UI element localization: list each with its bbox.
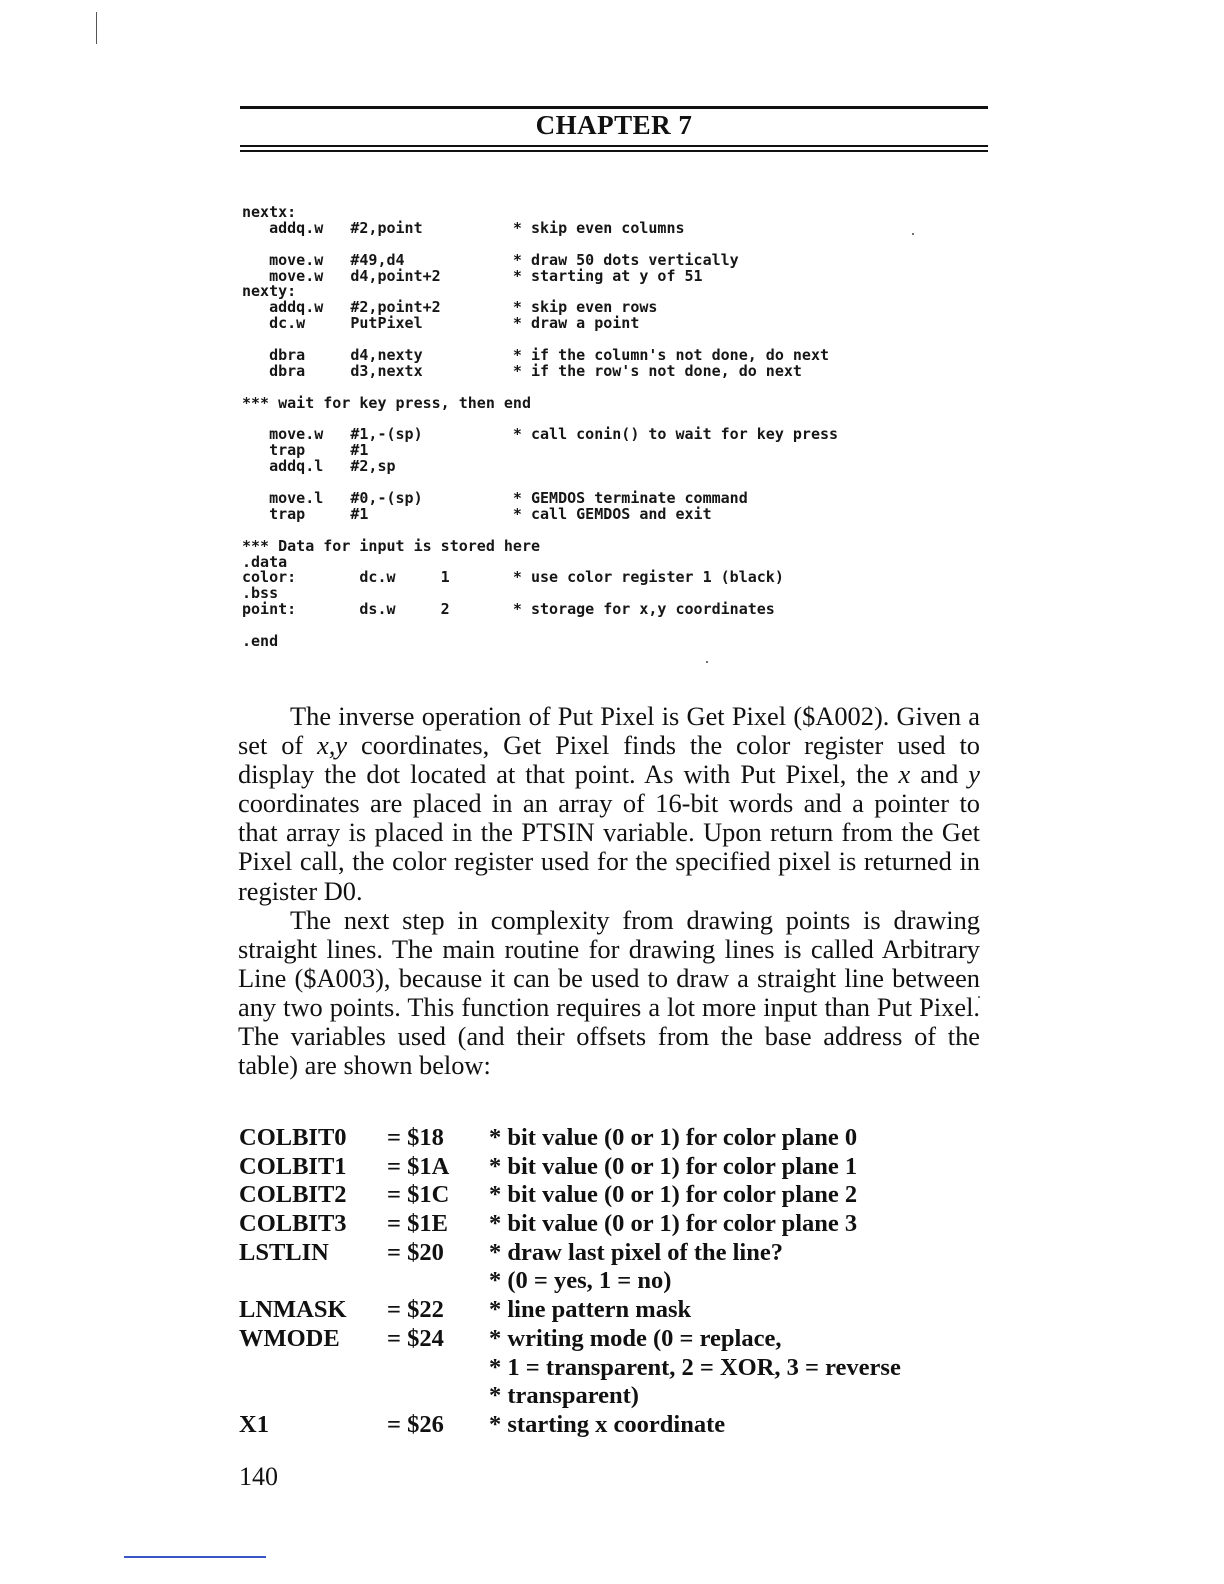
scan-speck — [912, 233, 914, 235]
code-line: addq.w #2,point+2 * skip even rows — [242, 298, 658, 317]
variable-comment: * (0 = yes, 1 = no) — [489, 1267, 672, 1295]
variable-row — [239, 1239, 979, 1268]
paragraph-get-pixel — [238, 702, 980, 906]
scan-edge-mark — [96, 12, 97, 44]
variable-name — [239, 1382, 387, 1411]
variable-comment: * writing mode (0 = replace, — [489, 1324, 782, 1352]
variable-comment: * 1 = transparent, 2 = XOR, 3 = reverse — [489, 1353, 901, 1381]
header-bottom-rule-2 — [240, 150, 988, 152]
code-line: move.w #49,d4 * draw 50 dots vertically — [242, 250, 739, 269]
variable-name: COLBIT0 — [239, 1124, 347, 1151]
variable-row — [239, 1124, 979, 1153]
text-run: coordinates, Get Pixel finds the color register used to display the dot located at that point. As with Put Pixel, the — [238, 730, 980, 790]
footer-link-underline — [124, 1556, 266, 1558]
code-line: point: ds.w 2 * storage for x,y coordinates — [242, 600, 775, 619]
variable-offset — [387, 1382, 489, 1411]
code-line: dc.w PutPixel * draw a point — [242, 314, 640, 333]
variable-offset — [387, 1267, 489, 1296]
variable-comment: * bit value (0 or 1) for color plane 3 — [489, 1210, 858, 1238]
variable-row — [239, 1382, 979, 1411]
code-line: .data — [242, 552, 288, 571]
variable-comment: * draw last pixel of the line? — [489, 1238, 783, 1266]
code-line: color: dc.w 1 * use color register 1 (black) — [242, 568, 784, 587]
variable-offset: = $24 — [387, 1324, 444, 1352]
variable-row — [239, 1181, 979, 1210]
variable-comment: * bit value (0 or 1) for color plane 0 — [489, 1124, 858, 1151]
variable-offset — [387, 1354, 489, 1383]
code-line: *** wait for key press, then end — [242, 393, 531, 412]
code-line: move.l #0,-(sp) * GEMDOS terminate command — [242, 489, 748, 508]
code-line: trap #1 — [242, 441, 369, 460]
code-line: trap #1 * call GEMDOS and exit — [242, 504, 712, 523]
variable-offset: = $18 — [387, 1124, 444, 1151]
code-line: addq.w #2,point * skip even columns — [242, 218, 685, 237]
variable-offset: = $1E — [387, 1210, 448, 1238]
code-listing — [242, 205, 972, 650]
variable-row — [239, 1296, 979, 1325]
variable-comment: * line pattern mask — [489, 1296, 692, 1324]
text-run: The inverse operation of Put Pixel is Get Pixel ($A002). Given a set of — [238, 701, 980, 761]
page-number: 140 — [239, 1462, 278, 1491]
code-line: nextx: — [242, 203, 297, 221]
code-line: addq.l #2,sp — [242, 457, 396, 476]
variable-row — [239, 1210, 979, 1239]
variable-table — [239, 1124, 979, 1440]
text-run: coordinates are placed in an array of 16-bit words and a pointer to that array is placed in the PTSIN variable. Upon return from the Get Pixel call, the color register used for the specified pixel is returned in register D0. — [238, 788, 980, 906]
variable-comment: * starting x coordinate — [489, 1410, 726, 1438]
header-top-rule — [240, 106, 988, 109]
code-line: nexty: — [242, 282, 297, 301]
code-line: dbra d4,nexty * if the column's not done, do next — [242, 346, 829, 365]
variable-offset: = $26 — [387, 1410, 444, 1438]
text-run: x,y — [317, 730, 348, 761]
text-run: y — [968, 759, 980, 790]
text-run: and — [910, 759, 969, 790]
variable-row — [239, 1325, 979, 1354]
variable-comment: * bit value (0 or 1) for color plane 2 — [489, 1181, 858, 1209]
header-bottom-rule-1 — [240, 145, 988, 147]
variable-name: X1 — [239, 1410, 269, 1438]
variable-name: LSTLIN — [239, 1238, 329, 1266]
variable-name: COLBIT2 — [239, 1181, 347, 1209]
variable-offset: = $1C — [387, 1181, 450, 1209]
variable-row — [239, 1267, 979, 1296]
variable-offset: = $22 — [387, 1296, 444, 1324]
variable-name — [239, 1267, 387, 1296]
code-line: move.w d4,point+2 * starting at y of 51 — [242, 266, 703, 285]
variable-name: WMODE — [239, 1324, 340, 1352]
scan-speck — [706, 661, 708, 663]
variable-offset: = $20 — [387, 1238, 444, 1266]
variable-name: COLBIT1 — [239, 1152, 347, 1180]
code-line: .end — [242, 632, 279, 651]
variable-row — [239, 1411, 979, 1440]
code-line: *** Data for input is stored here — [242, 536, 541, 555]
variable-name — [239, 1354, 387, 1383]
variable-comment: * transparent) — [489, 1382, 639, 1410]
variable-row — [239, 1153, 979, 1182]
paragraph-arbitrary-line: The next step in complexity from drawing points is drawing straight lines. The main routine for drawing lines is called Arbitrary Line ($A003), because it can be used to draw a straight line between any two points. This function requires a lot more input than Put Pixel. The variables used (and their offsets from the base address of the table) are shown below: — [238, 904, 980, 1081]
chapter-heading: CHAPTER 7 — [535, 110, 693, 140]
variable-name: COLBIT3 — [239, 1210, 347, 1238]
text-run: x — [898, 759, 911, 790]
code-line: move.w #1,-(sp) * call conin() to wait for key press — [242, 425, 839, 444]
variable-offset: = $1A — [387, 1152, 450, 1180]
variable-row — [239, 1354, 979, 1383]
code-line: dbra d3,nextx * if the row's not done, do next — [242, 361, 802, 380]
code-line — [242, 618, 972, 634]
variable-comment: * bit value (0 or 1) for color plane 1 — [489, 1152, 858, 1180]
body-text — [238, 702, 980, 1080]
variable-name: LNMASK — [239, 1296, 347, 1324]
code-line: .bss — [242, 584, 279, 603]
